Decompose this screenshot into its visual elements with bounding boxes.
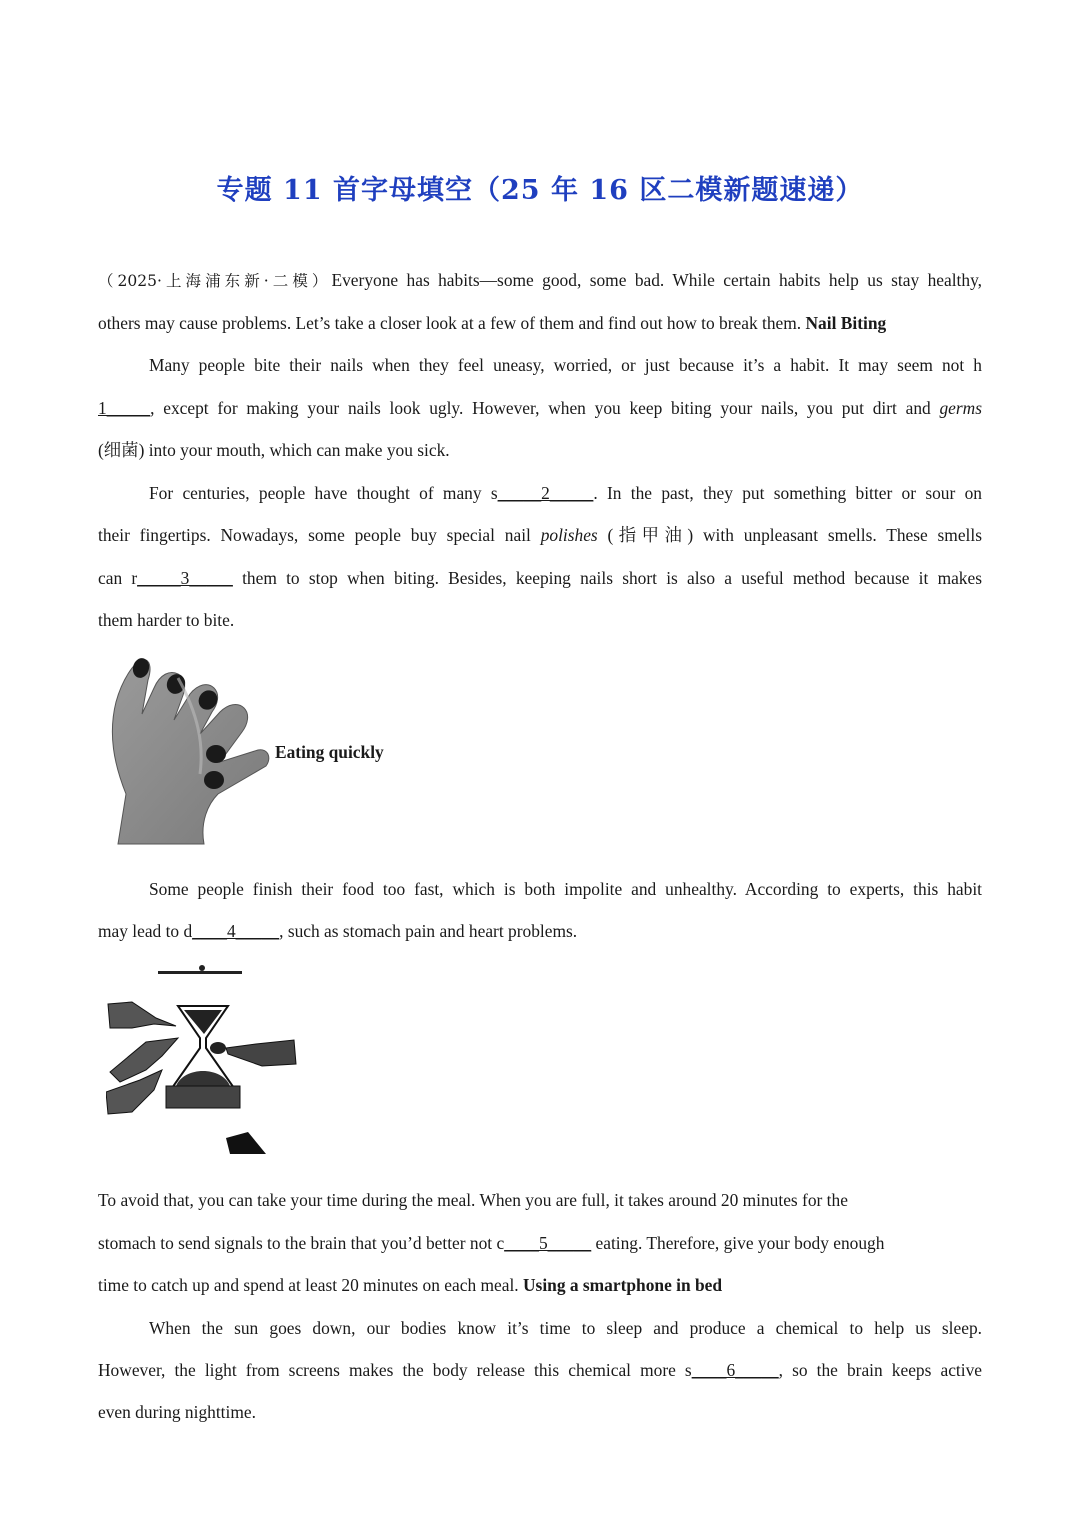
- eating-p2-text-3: time to catch up and spend at least 20 minutes on each meal.: [98, 1275, 519, 1295]
- intro-line-2: [98, 311, 982, 335]
- page-title: 专题 11 首字母填空（25 年 16 区二模新题速递）: [216, 175, 864, 206]
- hand-illustration: [108, 654, 273, 846]
- blank-5: ____5_____: [504, 1233, 592, 1253]
- blank-6: ____6_____: [691, 1360, 779, 1380]
- eating-p2-line-3: [98, 1273, 982, 1297]
- heading-smartphone: Using a smartphone in bed: [523, 1275, 723, 1295]
- nail-p2-line-1: [149, 481, 982, 505]
- eating-p1-line-1: Some people finish their food too fast, which is both impolite and unhealthy. According to experts, this habit: [149, 879, 982, 899]
- phone-p1-line-1: When the sun goes down, our bodies know it’s time to sleep and produce a chemical to help us sleep.: [149, 1318, 982, 1338]
- phone-p1-text-2a: However, the light from screens makes the body release this chemical more s: [98, 1360, 692, 1380]
- nail-p1-line-1: Many people bite their nails when they feel uneasy, worried, or just because it’s a habit. It may seem not h: [149, 355, 982, 375]
- blank-3: _____3_____: [137, 568, 233, 588]
- heading-eating-quickly: Eating quickly: [275, 742, 384, 762]
- nail-p1-line-2: [98, 396, 982, 420]
- intro-line-1: [98, 268, 982, 293]
- germs-term: germs: [939, 398, 982, 418]
- nail-p2-text-3b: them to stop when biting. Besides, keeping nails short is also a useful method because it makes: [242, 568, 982, 588]
- nail-p2-text-1b: . In the past, they put something bitter or sour on: [593, 483, 982, 503]
- eating-p2-text-2a: stomach to send signals to the brain that you’d better not c: [98, 1233, 505, 1253]
- eating-p1-text-2b: , such as stomach pain and heart problems.: [279, 921, 578, 941]
- phone-p1-line-2: [98, 1358, 982, 1382]
- eating-p1-text-2a: may lead to d: [98, 921, 193, 941]
- nail-p2-line-4: them harder to bite.: [98, 610, 235, 630]
- source-label: （2025·上海浦东新·二模）: [98, 272, 332, 290]
- eating-p1-line-2: [98, 919, 982, 943]
- blank-2: _____2_____: [497, 483, 594, 503]
- eating-p2-line-1: To avoid that, you can take your time during the meal. When you are full, it takes around 20 minutes for the: [98, 1190, 848, 1210]
- hourglass-illustration: [106, 962, 302, 1158]
- phone-p1-line-3: even during nighttime.: [98, 1402, 256, 1422]
- blank-1: 1_____: [98, 398, 151, 418]
- nail-p2-line-2: [98, 523, 982, 547]
- nail-p2-text-1a: For centuries, people have thought of many s: [149, 483, 498, 503]
- heading-nail-biting: Nail Biting: [805, 313, 887, 333]
- phone-p1-text-2b: , so the brain keeps active: [778, 1360, 982, 1380]
- eating-p2-line-2: [98, 1231, 982, 1255]
- nail-p2-text-2b: (指甲油) with unpleasant smells. These smells: [607, 525, 982, 545]
- nail-p2-text-3a: can r: [98, 568, 138, 588]
- nail-p1-line-3: (细菌) into your mouth, which can make you sick.: [98, 440, 450, 460]
- nail-p1-text-2: , except for making your nails look ugly. However, when you keep biting your nails, you put dirt and: [150, 398, 931, 418]
- nail-p2-line-3: [98, 566, 982, 590]
- blank-4: ____4_____: [192, 921, 280, 941]
- nail-p2-text-2a: their fingertips. Nowadays, some people buy special nail: [98, 525, 531, 545]
- intro-text-2: others may cause problems. Let’s take a closer look at a few of them and find out how to break them.: [98, 313, 802, 333]
- polishes-term: polishes: [540, 525, 598, 545]
- eating-p2-text-2b: eating. Therefore, give your body enough: [595, 1233, 885, 1253]
- intro-text-1: Everyone has habits—some good, some bad. While certain habits help us stay healthy,: [331, 270, 982, 290]
